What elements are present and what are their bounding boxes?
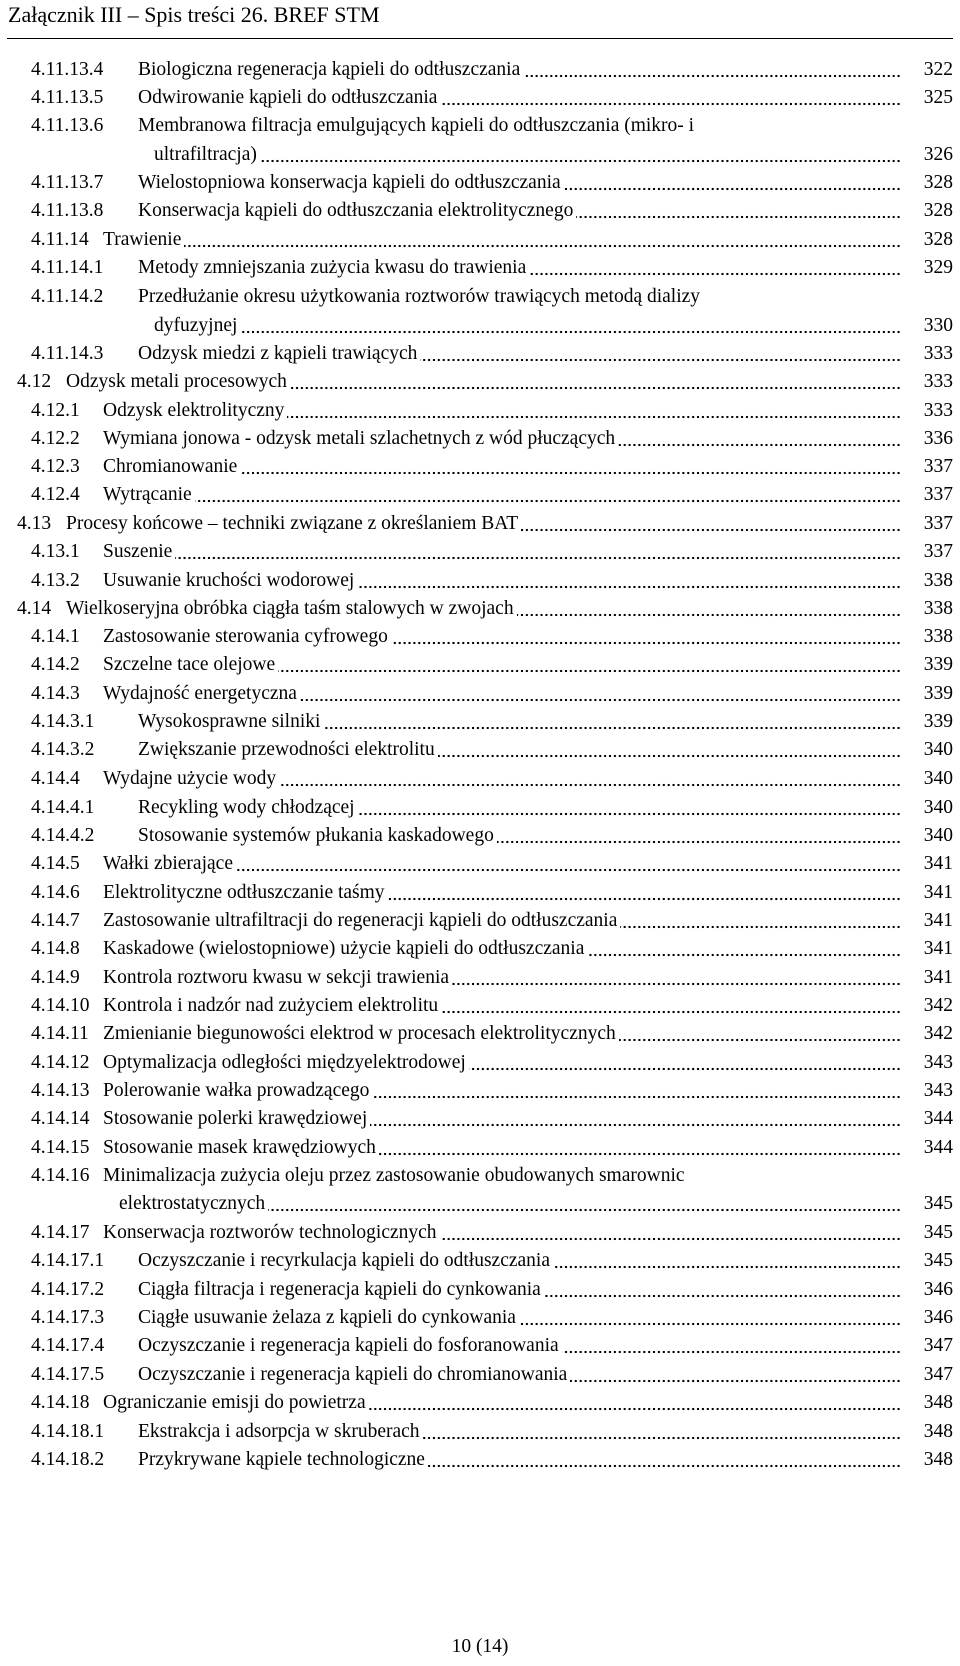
section-title[interactable]: Zmienianie biegunowości elektrod w procesach elektrolitycznych	[103, 1023, 616, 1044]
section-number: 4.13	[17, 513, 52, 534]
section-title[interactable]: Oczyszczanie i regeneracja kąpieli do fosforanowania	[138, 1335, 559, 1356]
section-number: 4.14	[17, 598, 52, 619]
toc-entry	[0, 735, 960, 765]
dot-leader	[290, 386, 901, 390]
page-number[interactable]: 343	[923, 1052, 953, 1073]
section-title[interactable]: Procesy końcowe – techniki związane z określaniem BAT	[66, 513, 519, 534]
section-title[interactable]: Recykling wody chłodzącej	[138, 797, 355, 818]
dot-leader	[469, 1067, 901, 1071]
dot-leader	[521, 528, 901, 532]
page-number[interactable]: 347	[923, 1335, 953, 1356]
section-number: 4.14.14	[31, 1108, 90, 1129]
section-number: 4.14.13	[31, 1080, 90, 1101]
toc-entry	[0, 566, 960, 596]
page-number[interactable]: 342	[923, 1023, 953, 1044]
section-number: 4.14.4.1	[31, 797, 95, 818]
section-number: 4.14.6	[31, 882, 80, 903]
dot-leader	[438, 754, 901, 758]
page-number[interactable]: 347	[923, 1364, 953, 1385]
dot-leader	[388, 897, 901, 901]
section-title[interactable]: Odzysk elektrolityczny	[103, 400, 285, 421]
page-number[interactable]: 340	[923, 797, 953, 818]
dot-leader	[175, 556, 901, 560]
page-number[interactable]: 341	[923, 910, 953, 931]
dot-leader	[440, 1237, 901, 1241]
page-number[interactable]: 333	[923, 400, 953, 421]
section-title[interactable]: Wysokosprawne silniki	[138, 711, 321, 732]
toc-entry	[0, 1246, 960, 1276]
page-number[interactable]: 340	[923, 825, 953, 846]
toc-entry	[0, 168, 960, 198]
dot-leader	[300, 698, 901, 702]
section-title[interactable]: Suszenie	[103, 541, 173, 562]
section-title[interactable]: Stosowanie masek krawędziowych	[103, 1137, 376, 1158]
section-number: 4.14.10	[31, 995, 90, 1016]
section-title[interactable]: Wytrącanie	[103, 484, 192, 505]
section-title-continuation[interactable]: dyfuzyjnej	[154, 315, 238, 336]
section-title-continuation[interactable]: ultrafiltracja)	[154, 144, 257, 165]
dot-leader	[564, 187, 901, 191]
dot-leader	[620, 925, 901, 929]
page-number[interactable]: 337	[923, 513, 953, 534]
section-title[interactable]: Polerowanie wałka prowadzącego	[103, 1080, 370, 1101]
section-title[interactable]: Chromianowanie	[103, 456, 238, 477]
page-number[interactable]: 337	[923, 456, 953, 477]
dot-leader	[370, 1123, 901, 1127]
section-number: 4.12.1	[31, 400, 80, 421]
section-number: 4.14.17.4	[31, 1335, 105, 1356]
dot-leader	[519, 1322, 901, 1326]
page-number[interactable]: 341	[923, 853, 953, 874]
page-number[interactable]: 345	[923, 1250, 953, 1271]
section-number: 4.14.11	[31, 1023, 89, 1044]
toc-entry	[0, 339, 960, 369]
toc-entry	[0, 424, 960, 454]
section-title[interactable]: Konserwacja roztworów technologicznych	[103, 1222, 437, 1243]
page-number[interactable]: 338	[923, 570, 953, 591]
section-number: 4.14.4	[31, 768, 80, 789]
section-title[interactable]: Oczyszczanie i recyrkulacja kąpieli do odtłuszczania	[138, 1250, 550, 1271]
section-number: 4.14.2	[31, 654, 80, 675]
page-number[interactable]: 344	[923, 1137, 953, 1158]
toc-entry	[0, 878, 960, 908]
page-number[interactable]: 339	[923, 683, 953, 704]
dot-leader	[260, 159, 901, 163]
dot-leader	[279, 783, 901, 787]
toc-entry	[0, 396, 960, 426]
page-number[interactable]: 346	[923, 1307, 953, 1328]
dot-leader	[391, 641, 901, 645]
toc-entry	[0, 1303, 960, 1333]
section-number: 4.11.14	[31, 229, 89, 250]
dot-leader	[544, 1294, 901, 1298]
section-title[interactable]: Trawienie	[103, 229, 182, 250]
section-number: 4.11.13.6	[31, 115, 104, 136]
section-title[interactable]: Zastosowanie ultrafiltracji do regeneracji kąpieli do odtłuszczania	[103, 910, 618, 931]
toc-entry-line	[0, 282, 960, 312]
toc-entry	[0, 849, 960, 879]
section-number: 4.11.13.4	[31, 59, 104, 80]
toc-entry	[0, 509, 960, 539]
page-number[interactable]: 328	[923, 172, 953, 193]
section-number: 4.11.14.2	[31, 286, 104, 307]
section-number: 4.13.2	[31, 570, 80, 591]
toc-entry	[0, 1218, 960, 1248]
document-header: Załącznik III – Spis treści 26. BREF STM	[8, 2, 380, 27]
toc-entry-line	[0, 1161, 960, 1191]
dot-leader	[587, 953, 901, 957]
section-number: 4.14.4.2	[31, 825, 95, 846]
toc-entry	[0, 55, 960, 85]
section-number: 4.11.13.8	[31, 200, 104, 221]
toc-entry	[0, 196, 960, 226]
section-number: 4.14.9	[31, 967, 80, 988]
section-title[interactable]: Stosowanie systemów płukania kaskadowego	[138, 825, 494, 846]
section-number: 4.11.14.3	[31, 343, 104, 364]
section-number: 4.14.18.1	[31, 1421, 105, 1442]
page-number[interactable]: 348	[923, 1392, 953, 1413]
toc-entry	[0, 963, 960, 993]
dot-leader	[619, 1038, 901, 1042]
section-title[interactable]: Stosowanie polerki krawędziowej	[103, 1108, 368, 1129]
page-number-footer: 10 (14)	[451, 1636, 509, 1657]
section-title[interactable]: Odzysk metali procesowych	[66, 371, 287, 392]
section-number: 4.14.17.1	[31, 1250, 105, 1271]
dot-leader	[618, 443, 901, 447]
section-title[interactable]: Odzysk miedzi z kąpieli trawiących	[138, 343, 418, 364]
dot-leader	[379, 1152, 901, 1156]
section-title[interactable]: Wielkoseryjna obróbka ciągła taśm stalowych w zwojach	[66, 598, 514, 619]
toc-entry-continuation	[0, 1189, 960, 1219]
toc-entry	[0, 934, 960, 964]
section-title[interactable]: Membranowa filtracja emulgujących kąpieli do odtłuszczania (mikro- i	[138, 115, 695, 136]
toc-entry	[0, 821, 960, 851]
section-number: 4.11.14.1	[31, 257, 104, 278]
section-title[interactable]: Wymiana jonowa - odzysk metali szlachetnych z wód płuczących	[103, 428, 616, 449]
section-title[interactable]: Biologiczna regeneracja kąpieli do odtłuszczania	[138, 59, 521, 80]
toc-entry	[0, 764, 960, 794]
toc-entry	[0, 679, 960, 709]
toc-entry	[0, 1133, 960, 1163]
section-title[interactable]: Przykrywane kąpiele technologiczne	[138, 1449, 425, 1470]
toc-entry	[0, 83, 960, 113]
section-title[interactable]: Ekstrakcja i adsorpcja w skruberach	[138, 1421, 420, 1442]
toc-entry	[0, 1104, 960, 1134]
dot-leader	[184, 244, 901, 248]
section-number: 4.14.15	[31, 1137, 90, 1158]
section-title[interactable]: Zwiększanie przewodności elektrolitu	[138, 739, 435, 760]
toc-entry	[0, 707, 960, 737]
dot-leader	[523, 74, 901, 78]
section-number: 4.14.3	[31, 683, 80, 704]
toc-entry	[0, 253, 960, 283]
dot-leader	[562, 1350, 901, 1354]
section-number: 4.11.13.7	[31, 172, 104, 193]
page-number[interactable]: 329	[923, 257, 953, 278]
dot-leader	[278, 669, 901, 673]
section-title[interactable]: Przedłużanie okresu użytkowania roztworów trawiących metodą dializy	[138, 286, 701, 307]
page-number[interactable]: 325	[923, 87, 953, 108]
toc-entry-continuation	[0, 140, 960, 170]
toc-entry	[0, 452, 960, 482]
section-title[interactable]: Minimalizacja zużycia oleju przez zastosowanie obudowanych smarownic	[103, 1165, 685, 1186]
page-number[interactable]: 338	[923, 626, 953, 647]
page-number[interactable]: 339	[923, 711, 953, 732]
page-number[interactable]: 339	[923, 654, 953, 675]
section-title[interactable]: Kontrola roztworu kwasu w sekcji trawienia	[103, 967, 450, 988]
page-number[interactable]: 345	[923, 1222, 953, 1243]
page-number[interactable]: 341	[923, 882, 953, 903]
dot-leader	[287, 415, 901, 419]
page-number[interactable]: 330	[923, 315, 953, 336]
toc-entry	[0, 1019, 960, 1049]
page-number[interactable]: 322	[923, 59, 953, 80]
dot-leader	[423, 1436, 901, 1440]
toc-entry	[0, 1275, 960, 1305]
dot-leader	[268, 1208, 901, 1212]
dot-leader	[441, 1010, 901, 1014]
toc-entry	[0, 991, 960, 1021]
section-title[interactable]: Elektrolityczne odtłuszczanie taśmy	[103, 882, 385, 903]
section-title[interactable]: Wałki zbierające	[103, 853, 233, 874]
toc-entry	[0, 594, 960, 624]
section-title[interactable]: Metody zmniejszania zużycia kwasu do trawienia	[138, 257, 527, 278]
section-number: 4.14.1	[31, 626, 80, 647]
section-title[interactable]: Optymalizacja odległości międzyelektrodowej	[103, 1052, 466, 1073]
page-number[interactable]: 342	[923, 995, 953, 1016]
page-number[interactable]: 326	[923, 144, 953, 165]
toc-entry	[0, 367, 960, 397]
toc-entry	[0, 1388, 960, 1418]
toc-entry	[0, 906, 960, 936]
section-number: 4.14.18.2	[31, 1449, 105, 1470]
toc-entry-line	[0, 111, 960, 141]
page-number[interactable]: 328	[923, 229, 953, 250]
section-title[interactable]: Konserwacja kąpieli do odtłuszczania elektrolitycznego	[138, 200, 574, 221]
section-number: 4.14.8	[31, 938, 80, 959]
dot-leader	[428, 1464, 901, 1468]
page-number[interactable]: 343	[923, 1080, 953, 1101]
section-number: 4.14.3.1	[31, 711, 95, 732]
dot-leader	[369, 1407, 901, 1411]
section-title[interactable]: Ograniczanie emisji do powietrza	[103, 1392, 366, 1413]
section-title-continuation[interactable]: elektrostatycznych	[119, 1193, 266, 1214]
dot-leader	[236, 868, 901, 872]
dot-leader	[323, 726, 901, 730]
toc-entry	[0, 1360, 960, 1390]
toc-entry	[0, 537, 960, 567]
section-number: 4.14.3.2	[31, 739, 95, 760]
page-number[interactable]: 333	[923, 343, 953, 364]
dot-leader	[195, 499, 901, 503]
toc-entry	[0, 225, 960, 255]
dot-leader	[420, 358, 901, 362]
dot-leader	[240, 330, 901, 334]
dot-leader	[452, 982, 901, 986]
section-title[interactable]: Oczyszczanie i regeneracja kąpieli do chromianowania	[138, 1364, 568, 1385]
toc-entry	[0, 793, 960, 823]
section-title[interactable]: Odwirowanie kąpieli do odtłuszczania	[138, 87, 438, 108]
toc-entry	[0, 1048, 960, 1078]
section-number: 4.14.17.3	[31, 1307, 105, 1328]
page-number[interactable]: 338	[923, 598, 953, 619]
page-number[interactable]: 340	[923, 768, 953, 789]
section-number: 4.14.5	[31, 853, 80, 874]
dot-leader	[440, 102, 901, 106]
page-number[interactable]: 341	[923, 938, 953, 959]
section-number: 4.14.7	[31, 910, 80, 931]
toc-entry-continuation	[0, 311, 960, 341]
section-title[interactable]: Kontrola i nadzór nad zużyciem elektrolitu	[103, 995, 439, 1016]
dot-leader	[240, 471, 901, 475]
section-title[interactable]: Wydajność energetyczna	[103, 683, 297, 704]
section-number: 4.14.17	[31, 1222, 90, 1243]
section-number: 4.11.13.5	[31, 87, 104, 108]
section-number: 4.13.1	[31, 541, 80, 562]
toc-entry	[0, 1417, 960, 1447]
section-title[interactable]: Szczelne tace olejowe	[103, 654, 276, 675]
dot-leader	[357, 585, 901, 589]
page-number[interactable]: 348	[923, 1421, 953, 1442]
page-number[interactable]: 336	[923, 428, 953, 449]
page-number[interactable]: 328	[923, 200, 953, 221]
page-number[interactable]: 333	[923, 371, 953, 392]
toc-entry	[0, 650, 960, 680]
section-title[interactable]: Usuwanie kruchości wodorowej	[103, 570, 355, 591]
toc-entry	[0, 480, 960, 510]
dot-leader	[497, 840, 901, 844]
toc-entry	[0, 1331, 960, 1361]
section-number: 4.14.18	[31, 1392, 90, 1413]
page-number[interactable]: 346	[923, 1279, 953, 1300]
dot-leader	[529, 272, 901, 276]
section-title[interactable]: Wydajne użycie wody	[103, 768, 277, 789]
page-number[interactable]: 340	[923, 739, 953, 760]
dot-leader	[372, 1095, 901, 1099]
section-title[interactable]: Wielostopniowa konserwacja kąpieli do odtłuszczania	[138, 172, 561, 193]
section-number: 4.12.2	[31, 428, 80, 449]
dot-leader	[570, 1379, 901, 1383]
section-title[interactable]: Ciągła filtracja i regeneracja kąpieli do cynkowania	[138, 1279, 541, 1300]
section-number: 4.12.4	[31, 484, 80, 505]
section-title[interactable]: Kaskadowe (wielostopniowe) użycie kąpieli do odtłuszczania	[103, 938, 585, 959]
dot-leader	[517, 613, 901, 617]
page-number[interactable]: 341	[923, 967, 953, 988]
section-number: 4.12.3	[31, 456, 80, 477]
section-number: 4.14.17.5	[31, 1364, 105, 1385]
section-title[interactable]: Ciągłe usuwanie żelaza z kąpieli do cynkowania	[138, 1307, 516, 1328]
section-number: 4.12	[17, 371, 52, 392]
section-number: 4.14.12	[31, 1052, 90, 1073]
section-number: 4.14.17.2	[31, 1279, 105, 1300]
toc-entry	[0, 1076, 960, 1106]
page-number[interactable]: 337	[923, 541, 953, 562]
page-number[interactable]: 337	[923, 484, 953, 505]
dot-leader	[358, 812, 901, 816]
dot-leader	[553, 1265, 901, 1269]
page-number[interactable]: 348	[923, 1449, 953, 1470]
page-number[interactable]: 345	[923, 1193, 953, 1214]
toc-entry	[0, 622, 960, 652]
section-number: 4.14.16	[31, 1165, 90, 1186]
section-title[interactable]: Zastosowanie sterowania cyfrowego	[103, 626, 388, 647]
page-number[interactable]: 344	[923, 1108, 953, 1129]
toc-entry	[0, 1445, 960, 1475]
dot-leader	[576, 215, 901, 219]
